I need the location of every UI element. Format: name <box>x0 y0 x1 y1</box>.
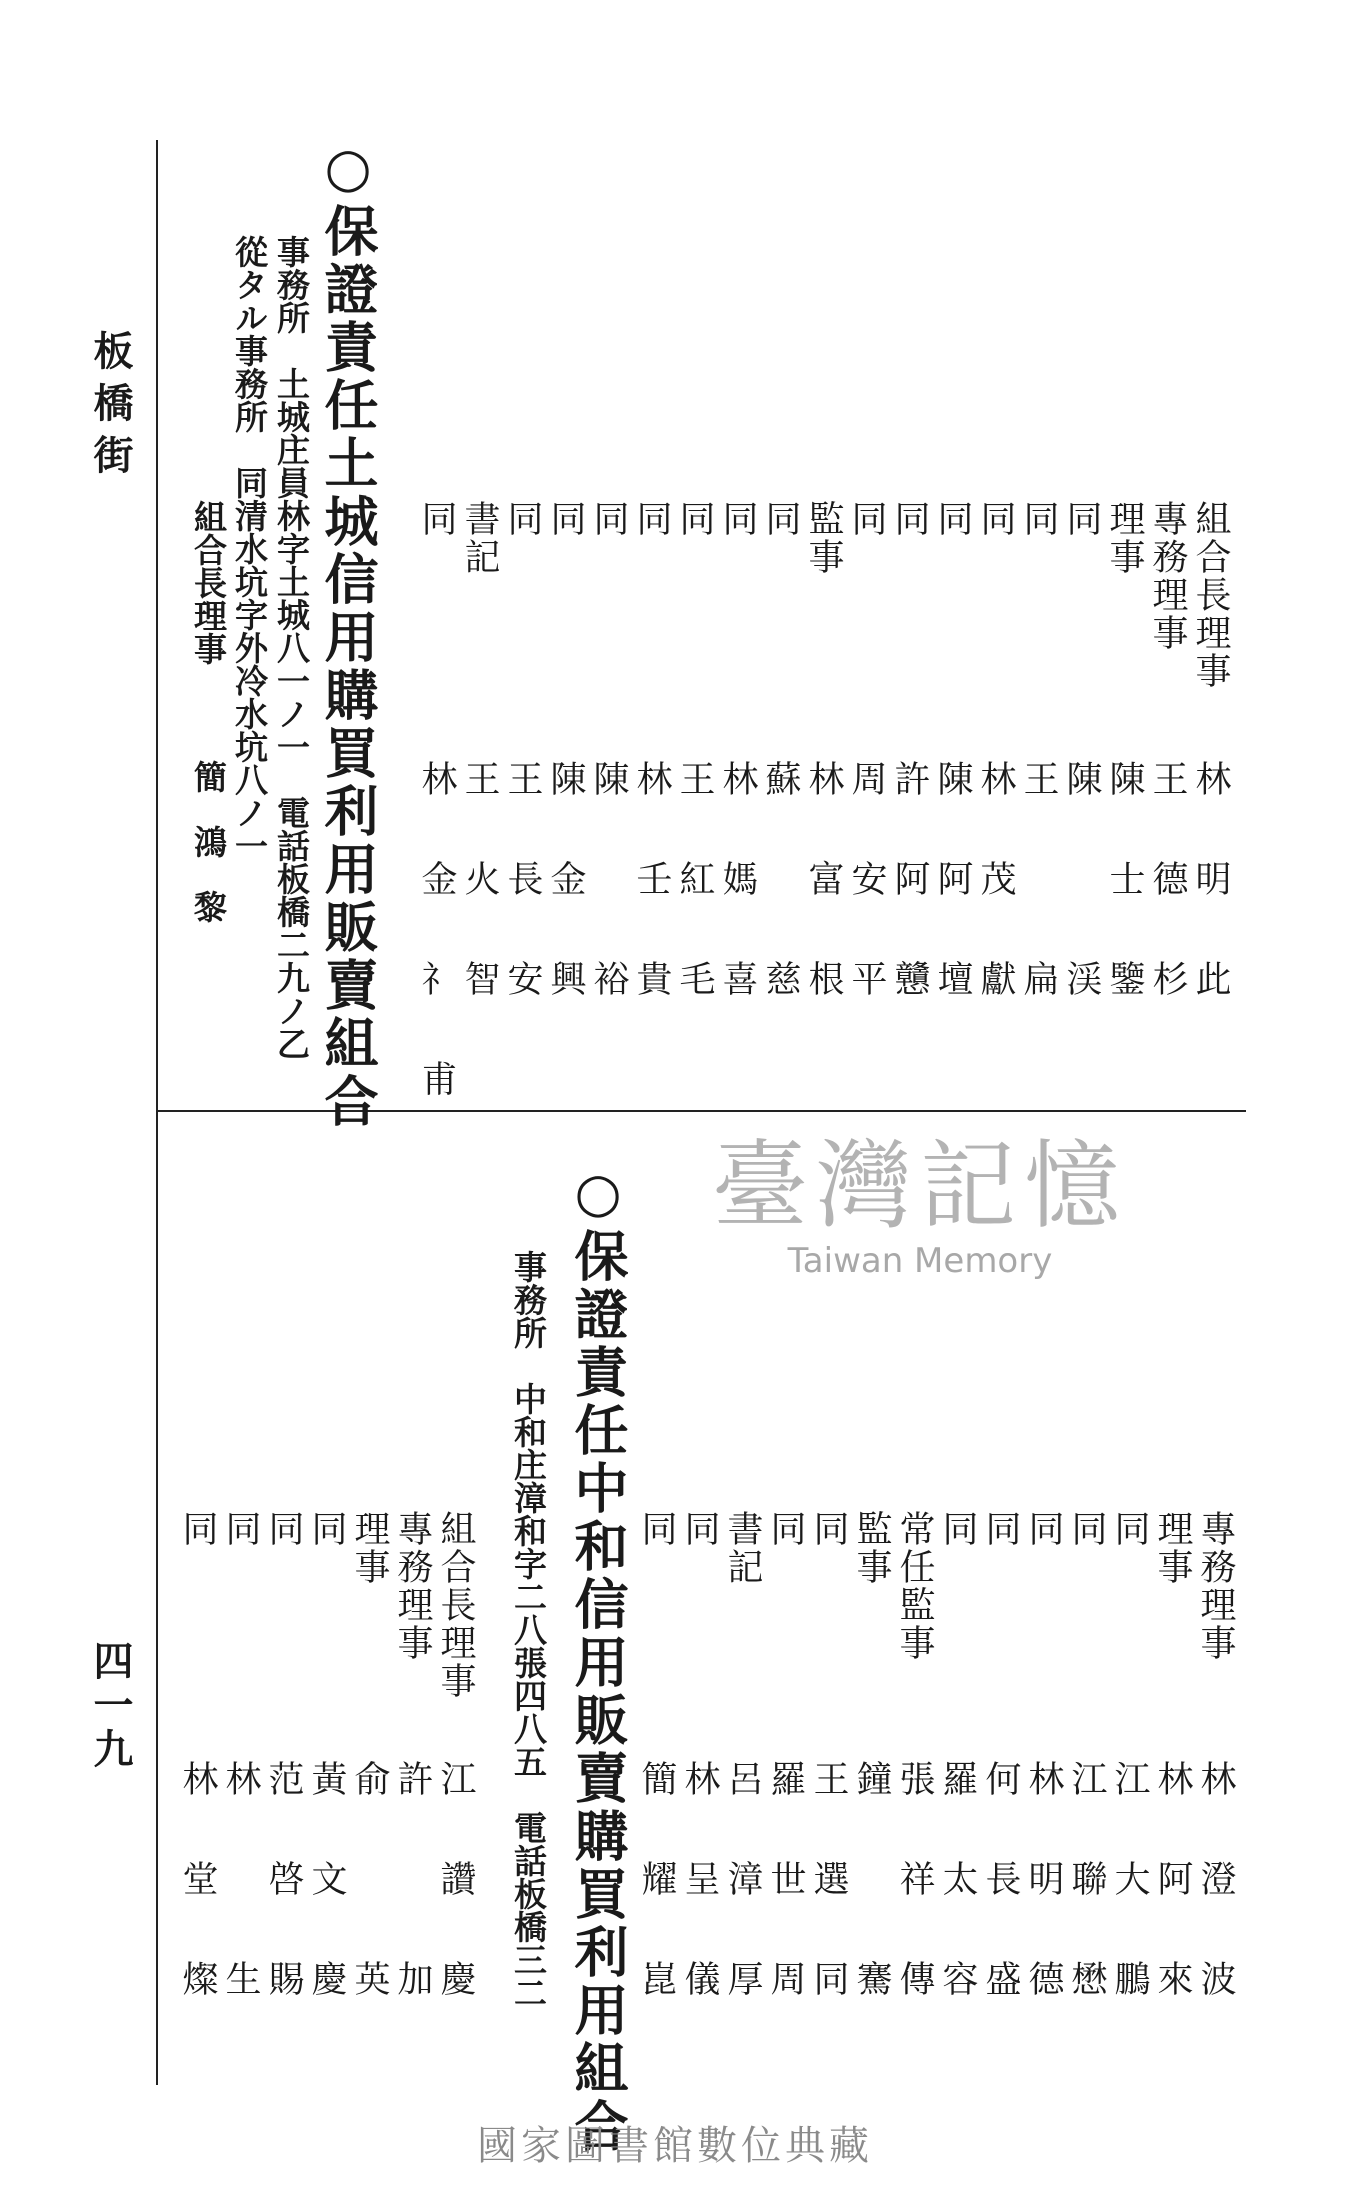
member-name: 張祥傳 <box>894 1760 935 2060</box>
member-name: 許阿戇 <box>889 760 930 1060</box>
member-name: 陳 渓 <box>1061 760 1102 1060</box>
member-name: 林明德 <box>1023 1760 1064 2060</box>
member-role: 組合長理事 <box>1190 500 1231 690</box>
member-name: 林富根 <box>803 760 844 1060</box>
member-name: 林茂獻 <box>975 760 1016 1060</box>
member-name: 王火智 <box>459 760 500 1060</box>
bottom-office-address: 事務所 中和庄漳和字二八張四八五 電話板橋三二 <box>509 1250 548 2009</box>
member-name: 周安平 <box>846 760 887 1060</box>
member-name: 江讚慶 <box>435 1760 476 2060</box>
member-role: 組合長理事 <box>435 1510 476 1700</box>
member-name: 王長安 <box>502 760 543 1060</box>
member-role: 同 <box>717 500 758 538</box>
member-name: 陳金興 <box>545 760 586 1060</box>
member-role: 理事 <box>1152 1510 1193 1586</box>
member-name: 王 扁 <box>1018 760 1059 1060</box>
member-role: 常任監事 <box>894 1510 935 1662</box>
member-name: 林 生 <box>220 1760 261 2060</box>
member-name: 林堂燦 <box>177 1760 218 2060</box>
member-role: 同 <box>760 500 801 538</box>
member-role: 同 <box>588 500 629 538</box>
member-role: 同 <box>889 500 930 538</box>
member-role: 監事 <box>851 1510 892 1586</box>
running-head-street: 板橋街 <box>87 330 134 486</box>
member-name: 林澄波 <box>1195 1760 1236 2060</box>
member-name: 羅太容 <box>937 1760 978 2060</box>
member-role: 同 <box>545 500 586 538</box>
watermark-logo <box>670 1110 1170 1281</box>
member-name: 蘇 慈 <box>760 760 801 1060</box>
member-name: 何長盛 <box>980 1760 1021 2060</box>
member-name: 王紅毛 <box>674 760 715 1060</box>
member-role: 同 <box>631 500 672 538</box>
member-name: 陳 裕 <box>588 760 629 1060</box>
member-role: 同 <box>263 1510 304 1548</box>
member-name: 林金礻甫 <box>416 760 457 1160</box>
top-leader-role: 組合長理事 <box>189 500 228 665</box>
member-name: 林壬貴 <box>631 760 672 1060</box>
member-role: 同 <box>220 1510 261 1548</box>
member-role: 同 <box>975 500 1016 538</box>
member-role: 同 <box>932 500 973 538</box>
member-role: 同 <box>937 1510 978 1548</box>
member-role: 同 <box>177 1510 218 1548</box>
member-role: 同 <box>808 1510 849 1548</box>
top-leader-name: 簡鴻黎 <box>189 760 228 955</box>
member-name: 羅世周 <box>765 1760 806 2060</box>
member-role: 同 <box>502 500 543 538</box>
member-role: 同 <box>416 500 457 538</box>
member-name: 林明此 <box>1190 760 1231 1060</box>
member-name: 黃文慶 <box>306 1760 347 2060</box>
member-role: 同 <box>1066 1510 1107 1548</box>
member-name: 呂漳厚 <box>722 1760 763 2060</box>
member-role: 同 <box>980 1510 1021 1548</box>
top-office-address: 事務所 土城庄員林字土城八一ノ一 電話板橋二九ノ乙 <box>272 235 311 1060</box>
member-role: 同 <box>674 500 715 538</box>
member-role: 同 <box>679 1510 720 1548</box>
member-role: 同 <box>765 1510 806 1548</box>
watermark-english: Taiwan Memory <box>787 1241 1053 1281</box>
member-role: 理事 <box>349 1510 390 1586</box>
member-role: 同 <box>1018 500 1059 538</box>
footer-credit: 國家圖書館數位典藏 <box>477 2123 873 2169</box>
member-name: 陳士鑒 <box>1104 760 1145 1060</box>
page-vertical-rule <box>156 140 158 2085</box>
member-name: 王選同 <box>808 1760 849 2060</box>
member-role: 書記 <box>459 500 500 576</box>
member-role: 專務理事 <box>392 1510 433 1662</box>
member-role: 專務理事 <box>1195 1510 1236 1662</box>
member-name: 江聯懋 <box>1066 1760 1107 2060</box>
member-name: 鐘 騫 <box>851 1760 892 2060</box>
member-name: 林媽喜 <box>717 760 758 1060</box>
member-role: 專務理事 <box>1147 500 1188 652</box>
member-role: 同 <box>846 500 887 538</box>
member-role: 理事 <box>1104 500 1145 576</box>
member-name: 江大鵬 <box>1109 1760 1150 2060</box>
watermark-chinese: 臺灣記憶 <box>712 1130 1128 1242</box>
member-role: 同 <box>306 1510 347 1548</box>
member-name: 王德杉 <box>1147 760 1188 1060</box>
member-name: 簡耀崑 <box>636 1760 677 2060</box>
top-sub-office-address: 從タル事務所 同清水坑字外冷水坑八ノ一 <box>230 235 269 862</box>
member-name: 許 加 <box>392 1760 433 2060</box>
bottom-cooperative-title: ○保證責任中和信用販賣購買利用組合 <box>566 1160 630 2156</box>
member-name: 俞 英 <box>349 1760 390 2060</box>
page-number: 四一九 <box>87 1640 134 1772</box>
member-role: 同 <box>1109 1510 1150 1548</box>
member-name: 林阿來 <box>1152 1760 1193 2060</box>
member-name: 范啓賜 <box>263 1760 304 2060</box>
member-role: 同 <box>1023 1510 1064 1548</box>
member-role: 同 <box>636 1510 677 1548</box>
member-role: 書記 <box>722 1510 763 1586</box>
member-name: 林呈儀 <box>679 1760 720 2060</box>
member-role: 監事 <box>803 500 844 576</box>
member-role: 同 <box>1061 500 1102 538</box>
member-name: 陳阿壇 <box>932 760 973 1060</box>
top-cooperative-title: ○保證責任土城信用購買利用販賣組合 <box>316 135 380 1131</box>
